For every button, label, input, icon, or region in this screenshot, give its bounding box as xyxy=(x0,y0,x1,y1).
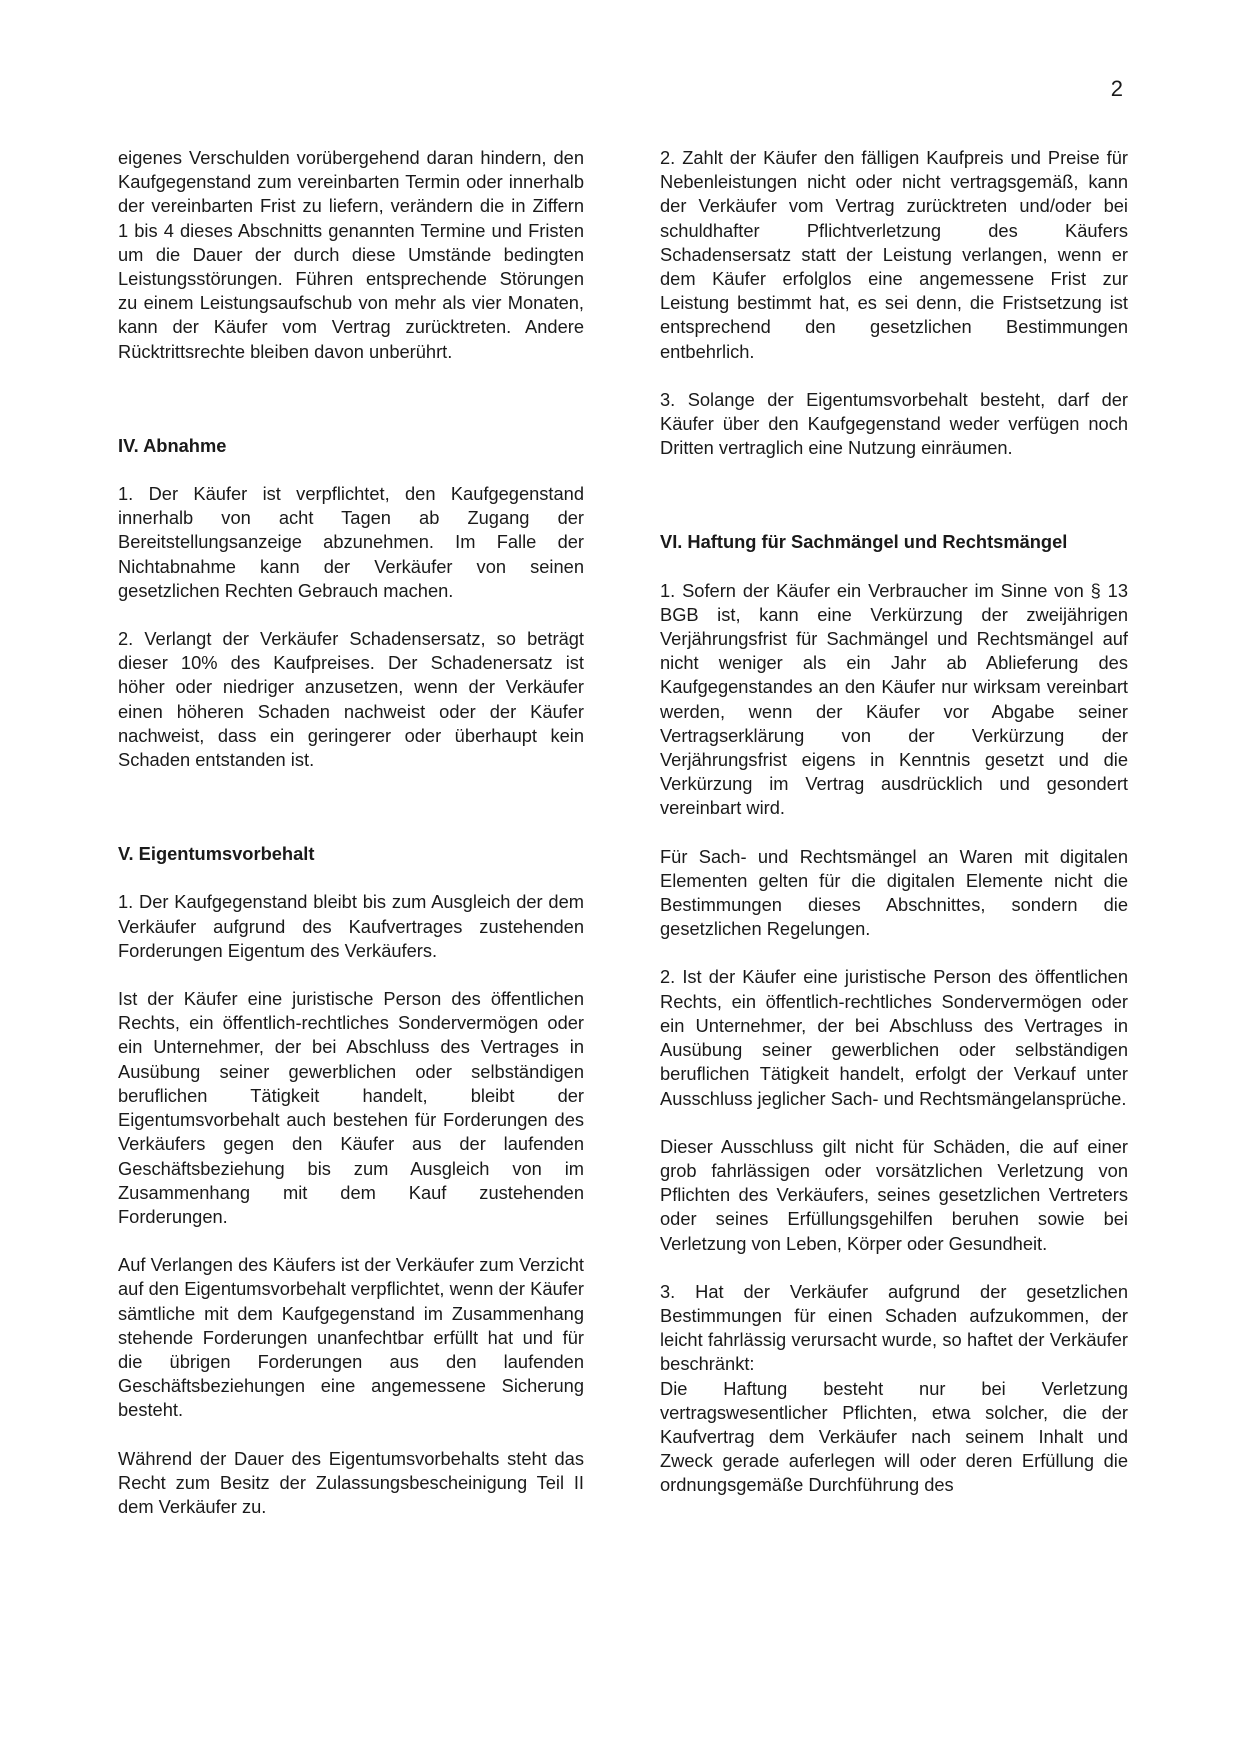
paragraph: 2. Zahlt der Käufer den fälligen Kaufpreis und Preise für Nebenleistungen nicht oder nicht vertragsgemäß, kann der Verkäufer vom Vertrag zurücktreten und/oder bei schuldhafter Pflichtverletzung des Käufers Schadensersatz statt der Leistung verlangen, wenn er dem Käufer erfolglos eine angemessene Frist zur Leistung bestimmt hat, es sei denn, die Fristsetzung ist entsprechend den gesetzlichen Bestimmungen entbehrlich. xyxy=(660,147,1128,362)
paragraph: 1. Der Käufer ist verpflichtet, den Kaufgegenstand innerhalb von acht Tagen ab Zugang der Bereitstellungsanzeige abzunehmen. Im Falle der Nichtabnahme kann der Verkäufer von seinen gesetzlichen Rechten Gebrauch machen. xyxy=(118,483,584,601)
paragraph: Die Haftung besteht nur bei Verletzung vertragswesentlicher Pflichten, etwa solcher, die der Kaufvertrag dem Verkäufer nach seinem Inhalt und Zweck gerade auferlegen will oder deren Erfüllung die ordnungsgemäße Durchführung des xyxy=(660,1377,1128,1496)
right-column xyxy=(660,146,1128,1498)
section-heading-vi: VI. Haftung für Sachmängel und Rechtsmängel xyxy=(660,531,1068,553)
paragraph: 1. Sofern der Käufer ein Verbraucher im Sinne von § 13 BGB ist, kann eine Verkürzung der zweijährigen Verjährungsfrist für Sachmängel und Rechtsmängel auf nicht weniger als ein Jahr ab Ablieferung des Kaufgegenstandes an den Käufer nur wirksam vereinbart werden, wenn der Käufer vor Abgabe seiner Vertragserklärung von der Verkürzung der Verjährungsfrist eigens in Kenntnis gesetzt und die Verkürzung im Vertrag ausdrücklich und gesondert vereinbart wird. xyxy=(660,579,1128,819)
paragraph: Während der Dauer des Eigentumsvorbehalts steht das Recht zum Besitz der Zulassungsbescheinigung Teil II dem Verkäufer zu. xyxy=(118,1447,584,1517)
paragraph: Ist der Käufer eine juristische Person des öffentlichen Rechts, ein öffentlich-rechtliches Sondervermögen oder ein Unternehmer, der bei Abschluss des Vertrages in Ausübung seiner gewerblichen oder selbständigen beruflichen Tätigkeit handelt, bleibt der Eigentumsvorbehalt auch bestehen für Forderungen des Verkäufers gegen den Käufer aus der laufenden Geschäftsbeziehung bis zum Ausgleich von im Zusammenhang mit dem Kauf zustehenden Forderungen. xyxy=(118,988,584,1227)
page-number: 2 xyxy=(1110,76,1123,101)
section-heading-v: V. Eigentumsvorbehalt xyxy=(118,843,315,865)
paragraph: 2. Ist der Käufer eine juristische Person des öffentlichen Rechts, ein öffentlich-rechtliches Sondervermögen oder ein Unternehmer, der bei Abschluss des Vertrages in Ausübung seiner gewerblichen oder selbständigen beruflichen Tätigkeit handelt, erfolgt der Verkauf unter Ausschluss jeglicher Sach- und Rechtsmängelansprüche. xyxy=(660,966,1128,1109)
paragraph: Auf Verlangen des Käufers ist der Verkäufer zum Verzicht auf den Eigentumsvorbehalt verpflichtet, wenn der Käufer sämtliche mit dem Kaufgegenstand im Zusammenhang stehende Forderungen unanfechtbar erfüllt hat und für die übrigen Forderungen aus den laufenden Geschäftsbeziehungen eine angemessene Sicherung besteht. xyxy=(118,1254,584,1421)
paragraph: Dieser Ausschluss gilt nicht für Schäden, die auf einer grob fahrlässigen oder vorsätzlichen Verletzung von Pflichten des Verkäufers, seines gesetzlichen Vertreters oder seines Erfüllungsgehilfen beruhen sowie bei Verletzung von Leben, Körper oder Gesundheit. xyxy=(660,1135,1128,1254)
paragraph: 2. Verlangt der Verkäufer Schadensersatz, so beträgt dieser 10% des Kaufpreises. Der Schadenersatz ist höher oder niedriger anzusetzen, wenn der Verkäufer einen höheren Schaden nachweist oder der Käufer nachweist, dass ein geringerer oder überhaupt kein Schaden entstanden ist. xyxy=(118,628,584,771)
left-column xyxy=(118,146,584,1519)
paragraph: 3. Solange der Eigentumsvorbehalt besteht, darf der Käufer über den Kaufgegenstand weder verfügen noch Dritten vertraglich eine Nutzung einräumen. xyxy=(660,388,1128,459)
section-heading-iv: IV. Abnahme xyxy=(118,434,227,456)
paragraph: 3. Hat der Verkäufer aufgrund der gesetzlichen Bestimmungen für einen Schaden aufzukommen, der leicht fahrlässig verursacht wurde, so haftet der Verkäufer beschränkt: xyxy=(660,1280,1128,1375)
paragraph: eigenes Verschulden vorübergehend daran hindern, den Kaufgegenstand zum vereinbarten Termin oder innerhalb der vereinbarten Frist zu liefern, verändern die in Ziffern 1 bis 4 dieses Abschnitts genannten Termine und Fristen um die Dauer der durch diese Umstände bedingten Leistungsstörungen. Führen entsprechende Störungen zu einem Leistungsaufschub von mehr als vier Monaten, kann der Käufer vom Vertrag zurücktreten. Andere Rücktrittsrechte bleiben davon unberührt. xyxy=(118,147,584,362)
paragraph: 1. Der Kaufgegenstand bleibt bis zum Ausgleich der dem Verkäufer aufgrund des Kaufvertrages zustehenden Forderungen Eigentum des Verkäufers. xyxy=(118,891,584,961)
paragraph: Für Sach- und Rechtsmängel an Waren mit digitalen Elementen gelten für die digitalen Elemente nicht die Bestimmungen dieses Abschnittes, sondern die gesetzlichen Regelungen. xyxy=(660,845,1128,940)
